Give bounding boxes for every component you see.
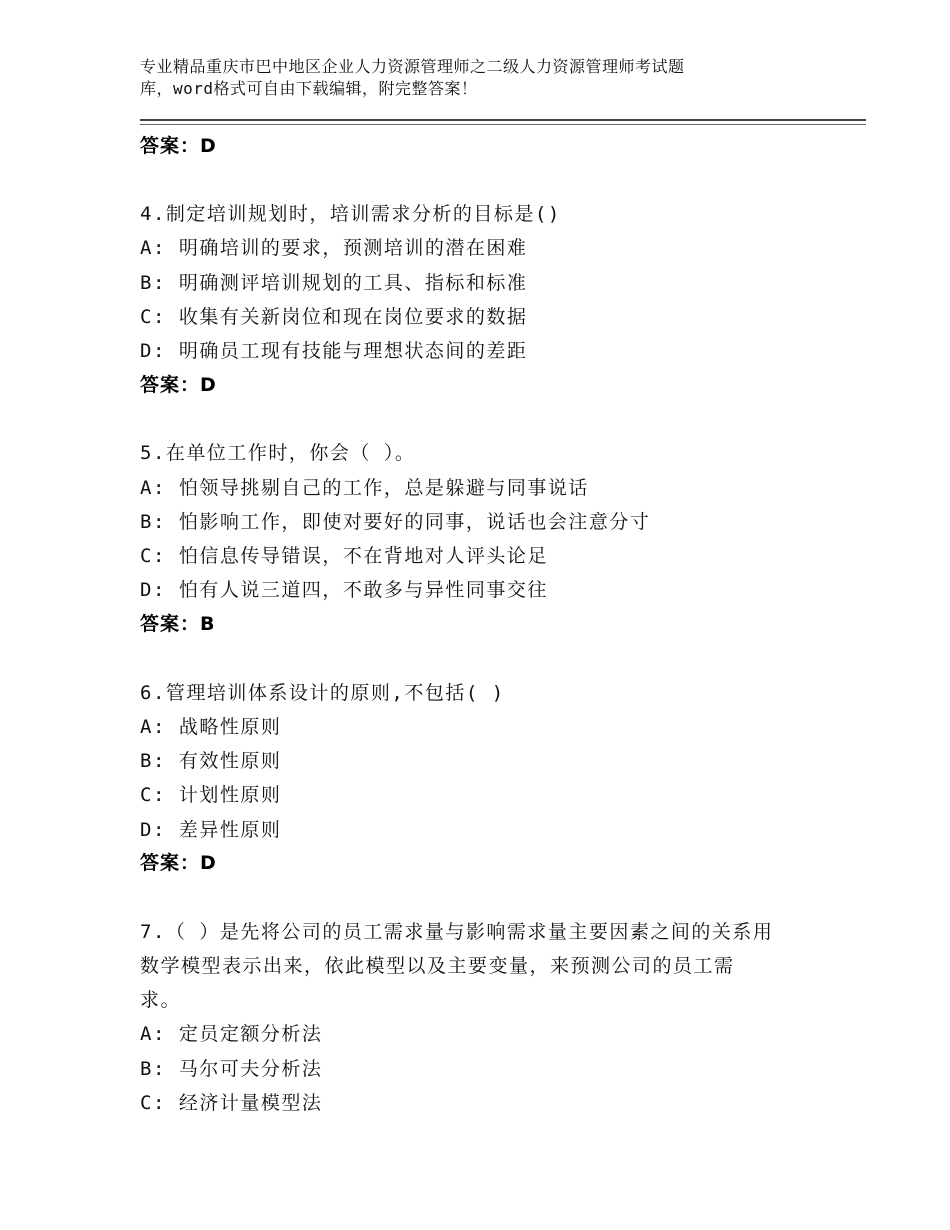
header-divider-thin <box>140 124 866 125</box>
question-6-option-a: A: 战略性原则 <box>140 716 282 738</box>
question-6-option-d: D: 差异性原则 <box>140 819 282 841</box>
question-7-stem-line-3: 求。 <box>140 989 182 1011</box>
question-7-stem-line-1: 7.（ ）是先将公司的员工需求量与影响需求量主要因素之间的关系用 <box>140 921 774 943</box>
header-divider-thick <box>140 119 866 121</box>
question-5-stem: 5.在单位工作时，你会（ ）。 <box>140 442 416 464</box>
question-5-option-d: D: 怕有人说三道四，不敢多与异性同事交往 <box>140 579 548 601</box>
document-header <box>140 56 860 100</box>
previous-answer: 答案：D <box>140 135 217 157</box>
question-4-answer: 答案：D <box>140 374 217 396</box>
question-7-option-a: A: 定员定额分析法 <box>140 1023 323 1045</box>
question-7-option-c: C: 经济计量模型法 <box>140 1092 323 1114</box>
question-5-option-c: C: 怕信息传导错误，不在背地对人评头论足 <box>140 545 548 567</box>
question-4-stem: 4.制定培训规划时，培训需求分析的目标是() <box>140 203 561 225</box>
question-6-stem: 6.管理培训体系设计的原则,不包括( ) <box>140 682 505 704</box>
question-4-option-d: D: 明确员工现有技能与理想状态间的差距 <box>140 340 528 362</box>
question-6-answer: 答案：D <box>140 852 217 874</box>
question-5-answer: 答案：B <box>140 613 216 635</box>
question-7-stem-line-2: 数学模型表示出来，依此模型以及主要变量，来预测公司的员工需 <box>140 955 735 977</box>
question-4-option-a: A: 明确培训的要求，预测培训的潜在困难 <box>140 237 528 259</box>
question-5-option-b: B: 怕影响工作，即使对要好的同事，说话也会注意分寸 <box>140 511 651 533</box>
header-line-1: 专业精品重庆市巴中地区企业人力资源管理师之二级人力资源管理师考试题 <box>140 57 685 76</box>
question-5-option-a: A: 怕领导挑剔自己的工作，总是躲避与同事说话 <box>140 477 589 499</box>
question-6-option-c: C: 计划性原则 <box>140 784 282 806</box>
header-line-2: 库，word格式可自由下载编辑，附完整答案！ <box>140 79 478 98</box>
question-6-option-b: B: 有效性原则 <box>140 750 282 772</box>
question-4-option-b: B: 明确测评培训规划的工具、指标和标准 <box>140 272 528 294</box>
question-4-option-c: C: 收集有关新岗位和现在岗位要求的数据 <box>140 306 528 328</box>
question-7-option-b: B: 马尔可夫分析法 <box>140 1058 323 1080</box>
